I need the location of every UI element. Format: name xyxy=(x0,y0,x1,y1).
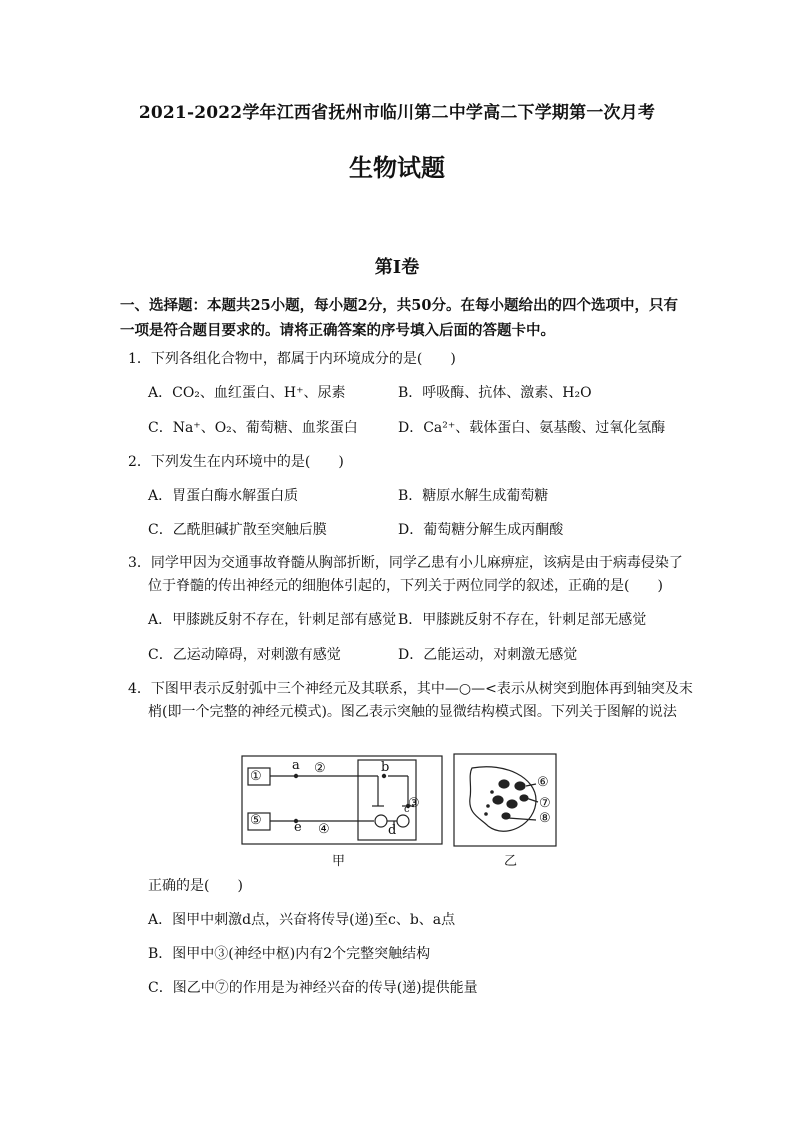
dot xyxy=(487,805,489,807)
q3-stem-line2: 位于脊髓的传出神经元的细胞体引起的，下列关于两位同学的叙述，正确的是( ) xyxy=(148,578,663,594)
figure-jia-caption: 甲 xyxy=(332,854,346,869)
label-c: c xyxy=(404,804,410,815)
q1-option-b: B．呼吸酶、抗体、激素、H₂O xyxy=(398,385,592,401)
figure-yi-caption: 乙 xyxy=(504,854,518,869)
q1-option-c: C．Na⁺、O₂、葡萄糖、血浆蛋白 xyxy=(148,420,358,436)
label-a: a xyxy=(292,758,300,773)
q4-stem-line3: 正确的是( ) xyxy=(148,878,243,894)
q2-option-c: C．乙酰胆碱扩散至突触后膜 xyxy=(148,522,327,538)
q4-option-a: A．图甲中刺激d点，兴奋将传导(递)至c、b、a点 xyxy=(148,912,456,928)
q3-option-b: B．甲膝跳反射不存在，针刺足部无感觉 xyxy=(398,612,647,628)
vesicle xyxy=(499,780,509,788)
vesicle xyxy=(515,782,525,790)
label-n8: ⑧ xyxy=(539,811,551,826)
interneuron-cell-body xyxy=(397,815,409,827)
q2-option-a: A．胃蛋白酶水解蛋白质 xyxy=(148,488,299,504)
label-n7: ⑦ xyxy=(539,796,551,811)
vesicle xyxy=(493,796,503,804)
section-heading xyxy=(120,293,680,343)
q1-stem: 1．下列各组化合物中，都属于内环境成分的是( ) xyxy=(128,351,456,367)
q1-option-d: D．Ca²⁺、载体蛋白、氨基酸、过氧化氢酶 xyxy=(398,420,666,436)
efferent-cell-body xyxy=(375,815,387,827)
dot xyxy=(491,791,493,793)
section-heading-line1: 一、选择题：本题共25小题，每小题2分，共50分。在每小题给出的四个选项中，只有 xyxy=(120,297,678,314)
point-a xyxy=(294,774,297,777)
label-n3: ③ xyxy=(408,796,420,811)
q4-option-c: C．图乙中⑦的作用是为神经兴奋的传导(递)提供能量 xyxy=(148,980,478,996)
dot xyxy=(485,813,487,815)
label-n1: ① xyxy=(250,769,262,784)
label-e: e xyxy=(294,820,302,835)
label-d: d xyxy=(388,823,397,838)
q3-option-d: D．乙能运动，对刺激无感觉 xyxy=(398,647,578,663)
q4-stem-line1: 4．下图甲表示反射弧中三个神经元及其联系，其中—○—<表示从树突到胞体再到轴突及末 xyxy=(128,681,693,697)
q2-option-b: B．糖原水解生成葡萄糖 xyxy=(398,488,549,504)
volume-heading: 第Ⅰ卷 xyxy=(374,257,420,278)
q4-option-b: B．图甲中③(神经中枢)内有2个完整突触结构 xyxy=(148,946,431,962)
q2-stem: 2．下列发生在内环境中的是( ) xyxy=(128,454,344,470)
subject-title: 生物试题 xyxy=(349,153,445,182)
label-n2: ② xyxy=(314,761,326,776)
q3-option-c: C．乙运动障碍，对刺激有感觉 xyxy=(148,647,341,663)
label-n5: ⑤ xyxy=(250,813,262,828)
q3-option-a: A．甲膝跳反射不存在，针刺足部有感觉 xyxy=(148,612,397,628)
label-n4: ④ xyxy=(318,822,330,837)
vesicle xyxy=(507,800,517,808)
q3-stem-line1: 3．同学甲因为交通事故脊髓从胸部折断，同学乙患有小儿麻痹症，该病是由于病毒侵染了 xyxy=(128,555,683,571)
leader-8 xyxy=(508,818,536,820)
section-heading-line2: 一项是符合题目要求的。请将正确答案的序号填入后面的答题卡中。 xyxy=(120,322,555,339)
exam-title: 2021-2022学年江西省抚州市临川第二中学高二下学期第一次月考 xyxy=(138,103,656,123)
label-n6: ⑥ xyxy=(537,775,549,790)
q1-option-a: A．CO₂、血红蛋白、H⁺、尿素 xyxy=(148,385,346,401)
label-b: b xyxy=(381,760,390,775)
q4-stem-line2: 梢(即一个完整的神经元模式)。图乙表示突触的显微结构模式图。下列关于图解的说法 xyxy=(148,704,677,720)
q2-option-d: D．葡萄糖分解生成丙酮酸 xyxy=(398,522,564,538)
